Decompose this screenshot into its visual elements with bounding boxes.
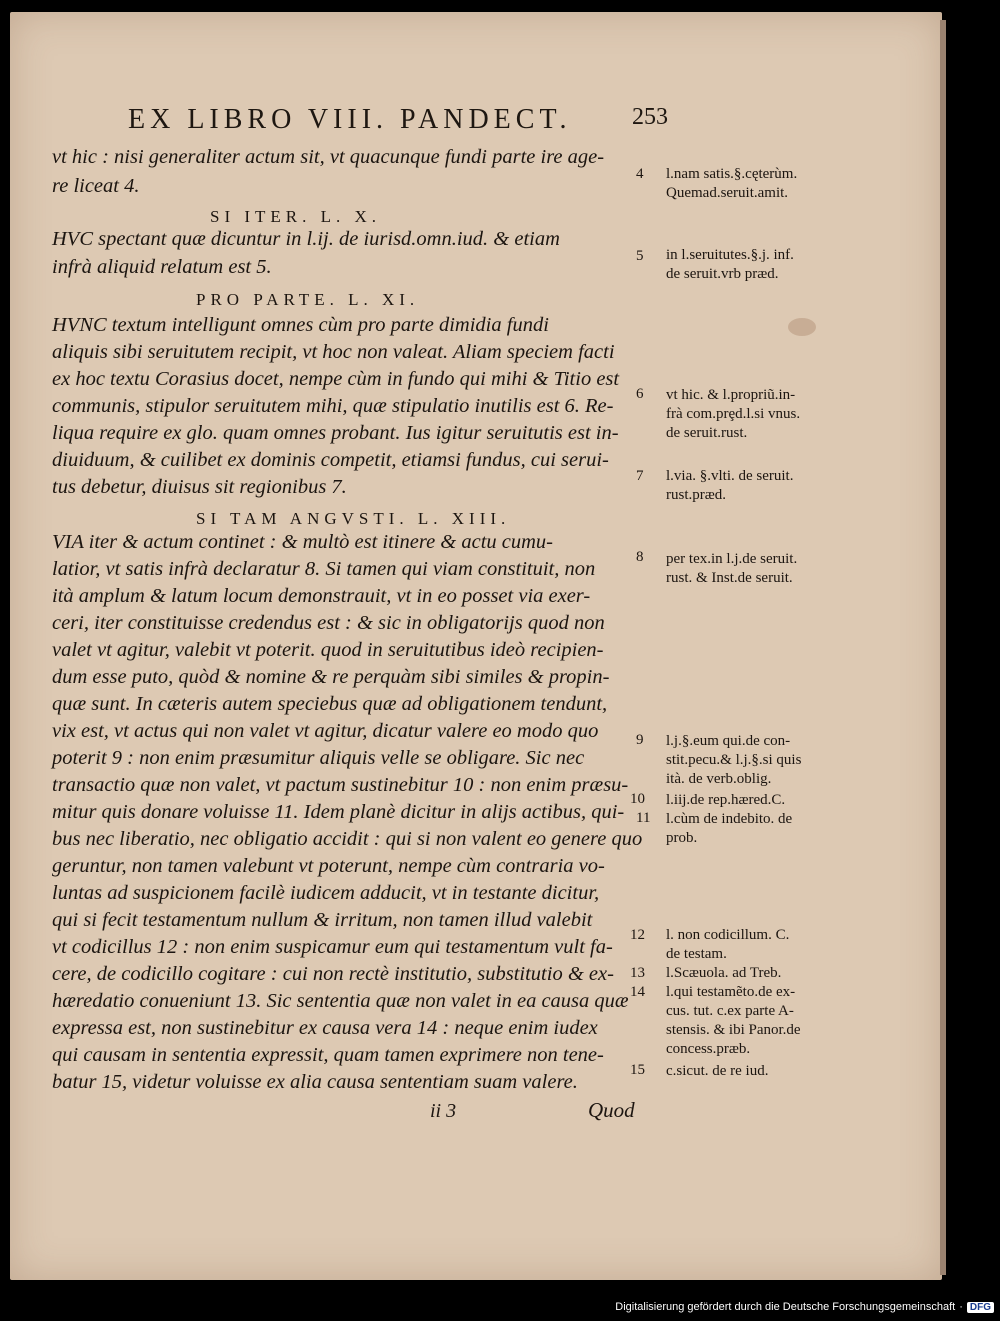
text-line: poterit 9 : non enim præsumitur aliquis velle se obligare. Sic nec bbox=[52, 747, 585, 769]
text-line: cere, de codicillo cogitare : cui non rectè institutio, substitutio & ex- bbox=[52, 963, 614, 985]
text-line: vix est, vt actus qui non valet vt agitur, dicatur valere eo modo quo bbox=[52, 720, 599, 742]
text-line: geruntur, non tamen valebunt vt poterunt, nempe cùm contraria vo- bbox=[52, 855, 605, 877]
marginal-note: ità. de verb.oblig. bbox=[666, 771, 772, 787]
note-number: 12 bbox=[630, 927, 645, 943]
catchword: Quod bbox=[588, 1098, 635, 1122]
page-edge bbox=[940, 20, 946, 1275]
dfg-logo: DFG bbox=[967, 1302, 994, 1313]
marginal-note: l. non codicillum. C. bbox=[666, 927, 790, 943]
section-heading: PRO PARTE. L. XI. bbox=[196, 290, 420, 309]
text-line: ceri, iter constituisse credendus est : & sic in obligatorijs quod non bbox=[52, 612, 605, 634]
marginal-note: de seruit.rust. bbox=[666, 425, 748, 441]
section-heading: SI ITER. L. X. bbox=[210, 207, 382, 226]
signature-mark: ii 3 bbox=[430, 1100, 457, 1122]
note-number: 10 bbox=[630, 791, 645, 807]
text-line: HVC spectant quæ dicuntur in l.ij. de iurisd.omn.iud. & etiam bbox=[52, 228, 560, 250]
text-line: latior, vt satis infrà declaratur 8. Si tamen qui viam constituit, non bbox=[52, 558, 596, 580]
marginal-note: l.iij.de rep.hæred.C. bbox=[666, 792, 786, 808]
text-line: tus debetur, diuisus sit regionibus 7. bbox=[52, 476, 347, 498]
text-line: mitur quis donare voluisse 11. Idem planè dicitur in alijs actibus, qui- bbox=[52, 801, 625, 823]
text-line: VIA iter & actum continet : & multò est itinere & actu cumu- bbox=[52, 531, 554, 553]
text-line: HVNC textum intelligunt omnes cùm pro parte dimidia fundi bbox=[52, 314, 549, 336]
marginal-note: l.j.§.eum qui.de con- bbox=[666, 733, 791, 749]
marginal-note: l.nam satis.§.cęterùm. bbox=[666, 166, 798, 182]
section-heading: SI TAM ANGVSTI. L. XIII. bbox=[196, 509, 511, 528]
marginal-note: l.Scæuola. ad Treb. bbox=[666, 965, 782, 981]
text-line: qui causam in sententia expressit, quam tamen exprimere non tene- bbox=[52, 1044, 604, 1066]
note-number: 6 bbox=[636, 386, 644, 402]
note-number: 5 bbox=[636, 248, 644, 264]
text-line: transactio quæ non valet, vt pactum sustinebitur 10 : non enim præsu- bbox=[52, 774, 629, 796]
note-number: 8 bbox=[636, 549, 644, 565]
note-number: 13 bbox=[630, 965, 645, 981]
marginal-note: prob. bbox=[666, 830, 698, 846]
marginal-note: l.via. §.vlti. de seruit. bbox=[666, 468, 794, 484]
book-page bbox=[10, 12, 942, 1280]
paper-stain bbox=[788, 318, 816, 336]
note-number: 11 bbox=[636, 810, 651, 826]
text-line: valet vt agitur, valebit vt poterit. quod in seruitutibus ideò recipien- bbox=[52, 639, 604, 661]
note-number: 14 bbox=[630, 984, 645, 1000]
text-line: communis, stipulor seruitutem mihi, quæ stipulatio inutilis est 6. Re- bbox=[52, 395, 614, 417]
marginal-note: de testam. bbox=[666, 946, 727, 962]
text-line: bus nec liberatio, nec obligatio accidit : qui si non valent eo genere quo bbox=[52, 828, 643, 850]
note-number: 15 bbox=[630, 1062, 645, 1078]
digitization-footer bbox=[615, 1301, 994, 1313]
text-line: diuiduum, & cuilibet ex dominis competit, etiamsi fundus, cui serui- bbox=[52, 449, 609, 471]
text-line: re liceat 4. bbox=[52, 175, 140, 197]
text-line: ex hoc textu Corasius docet, nempe cùm in fundo qui mihi & Titio est bbox=[52, 368, 620, 390]
text-line: qui si fecit testamentum nullum & irritum, non tamen illud valebit bbox=[52, 909, 593, 931]
marginal-note: stit.pecu.& l.j.§.si quis bbox=[666, 752, 802, 768]
marginal-note: c.sicut. de re iud. bbox=[666, 1063, 769, 1079]
text-line: expressa est, non sustinebitur ex causa vera 14 : neque enim iudex bbox=[52, 1017, 598, 1039]
marginal-note: concess.præb. bbox=[666, 1041, 751, 1057]
marginal-note: in l.seruitutes.§.j. inf. bbox=[666, 247, 794, 263]
footer-text: Digitalisierung gefördert durch die Deutsche Forschungsgemeinschaft bbox=[615, 1301, 956, 1313]
marginal-note: l.qui testamẽto.de ex- bbox=[666, 984, 796, 1000]
note-number: 7 bbox=[636, 468, 644, 484]
text-line: infrà aliquid relatum est 5. bbox=[52, 256, 272, 278]
footer-separator: · bbox=[959, 1301, 963, 1313]
text-line: dum esse puto, quòd & nomine & re perquàm sibi similes & propin- bbox=[52, 666, 610, 688]
note-number: 9 bbox=[636, 732, 644, 748]
marginal-note: cus. tut. c.ex parte A- bbox=[666, 1003, 794, 1019]
marginal-note: rust.præd. bbox=[666, 487, 726, 503]
running-title: EX LIBRO VIII. PANDECT. bbox=[128, 104, 572, 135]
text-line: ità amplum & latum locum demonstrauit, vt in eo posset via exer- bbox=[52, 585, 591, 607]
text-line: liqua require ex glo. quam omnes probant. Ius igitur seruitutis est in- bbox=[52, 422, 619, 444]
marginal-note: frà com.prȩd.l.si vnus. bbox=[666, 406, 801, 422]
text-line: luntas ad suspicionem facilè iudicem adducit, vt in testante dicitur, bbox=[52, 882, 600, 904]
page-number: 253 bbox=[632, 104, 668, 130]
text-line: aliquis sibi seruitutem recipit, vt hoc non valeat. Aliam speciem facti bbox=[52, 341, 615, 363]
marginal-note: Quemad.seruit.amit. bbox=[666, 185, 789, 201]
note-number: 4 bbox=[636, 166, 644, 182]
text-line: vt hic : nisi generaliter actum sit, vt quacunque fundi parte ire age- bbox=[52, 146, 605, 168]
text-line: hæredatio conueniunt 13. Sic sententia quæ non valet in ea causa quæ bbox=[52, 990, 629, 1012]
marginal-note: l.cùm de indebito. de bbox=[666, 811, 793, 827]
marginal-note: de seruit.vrb præd. bbox=[666, 266, 779, 282]
marginal-note: stensis. & ibi Panor.de bbox=[666, 1022, 801, 1038]
marginal-note: rust. & Inst.de seruit. bbox=[666, 570, 793, 586]
marginal-note: vt hic. & l.propriũ.in- bbox=[666, 387, 796, 403]
text-line: batur 15, videtur voluisse ex alia causa sententiam suam valere. bbox=[52, 1071, 578, 1093]
text-line: vt codicillus 12 : non enim suspicamur eum qui testamentum vult fa- bbox=[52, 936, 613, 958]
marginal-note: per tex.in l.j.de seruit. bbox=[666, 551, 798, 567]
text-line: quæ sunt. In cæteris autem speciebus quæ ad obligationem tendunt, bbox=[52, 693, 608, 715]
